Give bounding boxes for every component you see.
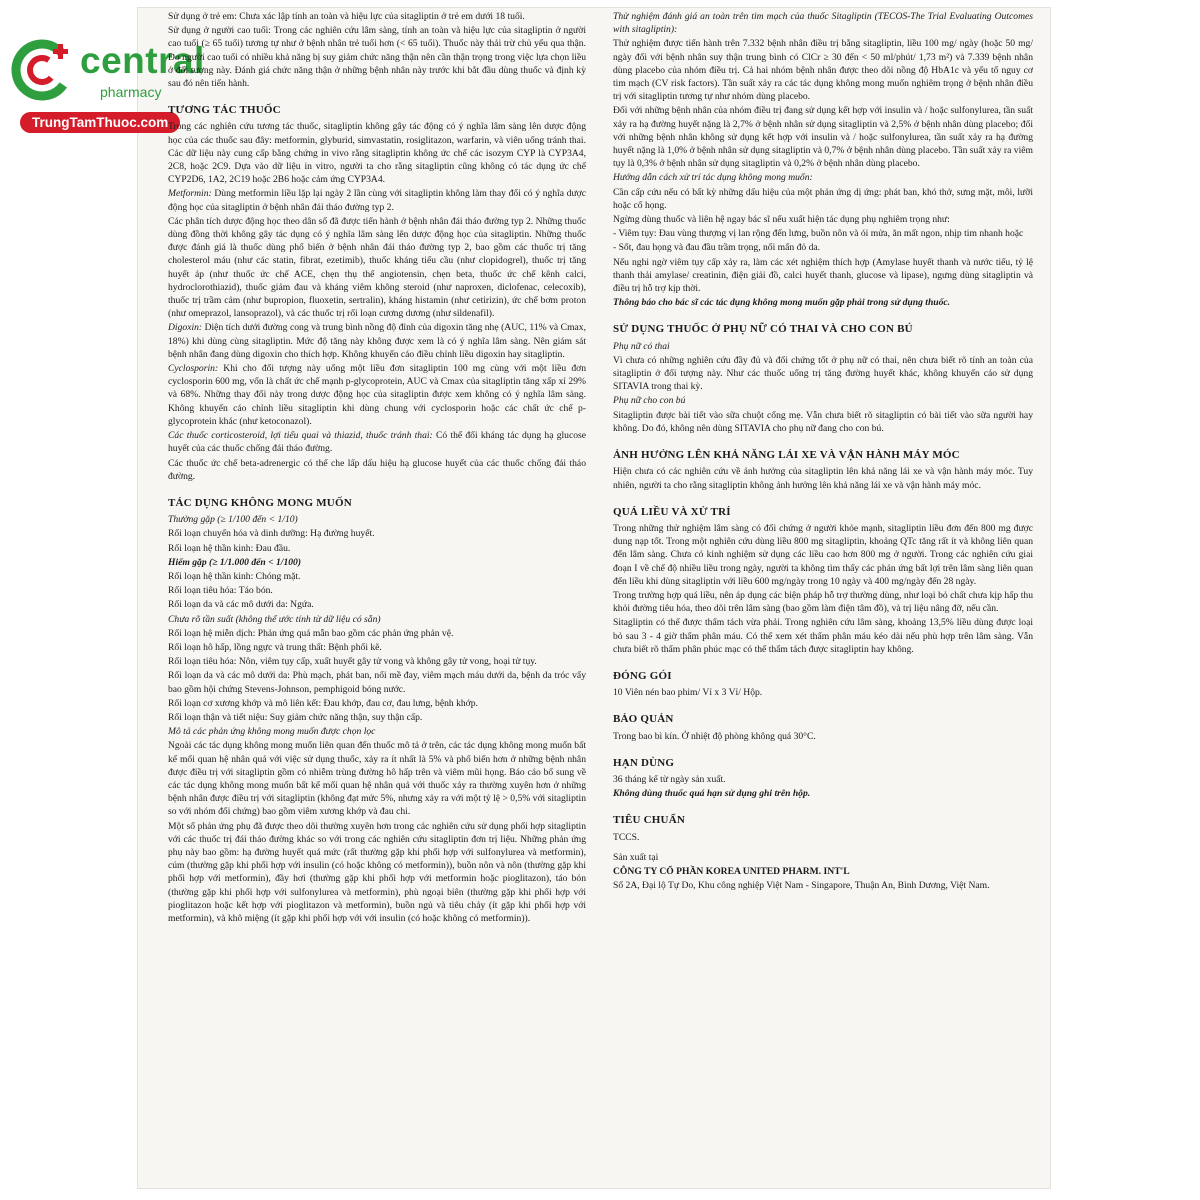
adverse-item: Rối loạn cơ xương khớp và mô liên kết: Đau khớp, đau cơ, đau lưng, bệnh khớp.: [168, 697, 478, 709]
standard-heading: TIÊU CHUẨN: [613, 814, 685, 827]
left-column: [168, 10, 586, 926]
freq-common: Thường gặp (≥ 1/100 đến < 1/10): [168, 514, 298, 526]
expiry-text: 36 tháng kể từ ngày sản xuất.: [613, 773, 726, 785]
tecos-para-1: Thử nghiệm được tiến hành trên 7.332 bệnh nhân điều trị bằng sitagliptin, liều 100 mg/ ngày (hoặc 50 mg/ ngày đối với bệnh nhân suy thận trung bình có ClCr ≥ 30 đến < 50 ml/phút/ 1,73 m²) và 7.339 bệnh nhân dùng placebo của nhóm điều trị. Cả hai nhóm bệnh nhân được theo dõi nồng độ HbA1c và yếu tố nguy cơ tim mạch (CV risk factors). Tần suất xảy ra các tác dụng không mong muốn nghiêm trọng ở bệnh nhân điều trị với sitagliptin tương tự như nhóm dùng placebo.: [613, 38, 1033, 103]
handling-para-2: Ngừng dùng thuốc và liên hệ ngay bác sĩ nếu xuất hiện tác dụng phụ nghiêm trọng như:: [613, 214, 950, 226]
driving-heading: ẢNH HƯỞNG LÊN KHẢ NĂNG LÁI XE VÀ VẬN HÀNH MÁY MÓC: [613, 449, 960, 462]
driving-para: Hiện chưa có các nghiên cứu về ảnh hưởng của sitagliptin lên khả năng lái xe và vận hành máy móc. Tuy nhiên, người ta cho rằng sitagliptin không ảnh hưởng lên khả năng lái xe và vận hành máy móc.: [613, 466, 1033, 491]
selected-ae-desc-2: Một số phản ứng phụ đã được theo dõi thường xuyên hơn trong các nghiên cứu sử dụng phối hợp sitagliptin với các thuốc trị đái tháo đường khác so với trong các nghiên cứu sitagliptin đơn trị liệu. Những phản ứng phụ này bao gồm: hạ đường huyết quá mức (rất thường gặp khi phối hợp với sulfonylurea và metformin), cúm (thường gặp khi phối hợp với insulin (có hoặc không có metformin)), buồn nôn và nôn (thường gặp khi phối hợp với metformin), đầy hơi (thường gặp khi phối hợp với metformin hoặc pioglitazon), táo bón (thường gặp khi phối hợp với sulfonylurea và metformin), phù ngoại biên (thường gặp khi phối hợp với pioglitazon hoặc kết hợp với pioglitazon và metformin), buồn ngủ và tiêu chảy (ít gặp khi phối hợp với metformin), và khô miệng (ít gặp khi phối hợp với với insulin (có hoặc không có metformin)).: [168, 820, 586, 924]
children-use: Sử dụng ở trẻ em: Chưa xác lập tính an toàn và hiệu lực của sitagliptin ở trẻ em dưới 18 tuổi.: [168, 11, 525, 22]
lactation-para: Sitagliptin được bài tiết vào sữa chuột cống mẹ. Vẫn chưa biết rõ sitagliptin có bài tiết vào sữa người hay không. Do đó, không nên dùng SITAVIA cho phụ nữ đang cho con bú.: [613, 409, 1033, 434]
lactation-label: Phụ nữ cho con bú: [613, 395, 686, 407]
adverse-item: Rối loạn chuyển hóa và dinh dưỡng: Hạ đường huyết.: [168, 528, 375, 540]
adverse-item: Rối loạn tiêu hóa: Táo bón.: [168, 585, 273, 597]
overdose-para-3: Sitagliptin có thể được thẩm tách vừa phải. Trong nghiên cứu lâm sàng, khoảng 13,5% liều dùng được loại bỏ sau 3 - 4 giờ thẩm phân máu. Có thể xem xét thẩm phân máu kéo dài nếu phù hợp trên lâm sàng. Vẫn chưa biết rõ thẩm phân phúc mạc có thể thẩm tách được sitagliptin hay không.: [613, 617, 1033, 655]
adverse-item: Rối loạn tiêu hóa: Nôn, viêm tụy cấp, xuất huyết gây tử vong và không gây tử vong, hoại tử tụy.: [168, 656, 537, 668]
packaging-text: 10 Viên nén bao phim/ Vỉ x 3 Vỉ/ Hộp.: [613, 687, 763, 699]
metformin-para: Metformin: Dùng metformin liều lặp lại ngày 2 lần cùng với sitagliptin không làm thay đổi có ý nghĩa dược động học của sitagliptin ở bệnh nhân đái tháo đường typ 2.: [168, 188, 586, 213]
site-badge[interactable]: TrungTamThuoc.com: [20, 112, 180, 133]
freq-unknown: Chưa rõ tần suất (không thể ước tính từ dữ liệu có sẵn): [168, 613, 381, 625]
adverse-item: Rối loạn da và các mô dưới da: Phù mạch, phát ban, nổi mề đay, viêm mạch máu dưới da, bệnh da tróc vẩy bao gồm hội chứng Stevens-Johnson, pemphigoid bóng nước.: [168, 670, 586, 695]
adverse-item: Rối loạn hệ thần kinh: Chóng mặt.: [168, 570, 301, 582]
adverse-item: Rối loạn hô hấp, lồng ngực và trung thất: Bệnh phổi kẽ.: [168, 641, 382, 653]
brand-subtitle: pharmacy: [100, 84, 162, 100]
adverse-item: Rối loạn da và các mô dưới da: Ngứa.: [168, 599, 314, 611]
overdose-para-2: Trong trường hợp quá liều, nên áp dụng các biện pháp hỗ trợ thường dùng, như loại bỏ chất chưa kịp hấp thu khỏi đường tiêu hóa, theo dõi trên lâm sàng (bao gồm làm điện tâm đồ), và trị liệu nâng đỡ, nếu cần.: [613, 589, 1033, 615]
packaging-heading: ĐÓNG GÓI: [613, 669, 672, 682]
made-at-label: Sản xuất tại: [613, 851, 659, 863]
overdose-heading: QUÁ LIỀU VÀ XỬ TRÍ: [613, 505, 731, 518]
bullet-item: - Sốt, đau họng và đau đầu trầm trọng, nổi mẩn đỏ da.: [613, 242, 821, 254]
digoxin-para: Digoxin: Diện tích dưới đường cong và trung bình nồng độ đỉnh của digoxin tăng nhẹ (AUC, 11% và Cmax, 18%) khi dùng cùng sitagliptin. Mức độ tăng này không được xem là có ý nghĩa lâm sàng. Nên giám sát bệnh nhân đang dùng digoxin cho thích hợp. Không khuyến cáo điều chỉnh liều digoxin hay sitagliptin.: [168, 322, 586, 360]
standard-text: TCCS.: [613, 831, 640, 843]
adverse-item: Rối loạn hệ miễn dịch: Phản ứng quá mẫn bao gồm các phản ứng phản vệ.: [168, 627, 454, 639]
interactions-intro: Trong các nghiên cứu tương tác thuốc, sitagliptin không gây tác động có ý nghĩa lâm sàng lên dược động học của các thuốc sau đây: metformin, glyburid, simvastatin, rosiglitazon, warfarin, và viên uống tránh thai. Các dữ liệu này cung cấp bằng chứng in vivo rằng sitagliptin không ức chế các isozym CYP là CYP3A4, 2C8, hoặc 2C9. Dựa vào dữ liệu in vitro, người ta cho rằng sitagliptin cũng không có tác dụng ức chế CYP2D6, 1A2, 2C19 hoặc 2B6 hoặc cảm ứng CYP3A4.: [168, 121, 586, 186]
interactions-heading: TƯƠNG TÁC THUỐC: [168, 104, 281, 117]
overdose-para-1: Trong những thử nghiệm lâm sàng có đối chứng ở người khỏe mạnh, sitagliptin liều đơn đến 800 mg được dung nạp tốt. Trong một nghiên cứu dùng liều 800 mg sitagliptin, khoảng QTc tăng rất ít và không liên quan đến lâm sàng. Chưa có kinh nghiệm sử dụng các liều cao hơn 800 mg ở người. Trong các nghiên cứu giai đoạn I về chế độ nhiều liều trong ngày, người ta không tìm thấy các phản ứng bất lợi trên lâm sàng liên quan đến liều khi dùng sitagliptin với liều 600 mg/ngày trong 10 ngày và 400 mg/ngày đến 28 ngày.: [613, 522, 1033, 587]
pharmacy-cross-icon: [8, 36, 76, 104]
pregnant-para: Vì chưa có những nghiên cứu đầy đủ và đối chứng tốt ở phụ nữ có thai, nên chưa biết rõ tính an toàn của sitagliptin ở đối tượng này. Như các thuốc uống trị tăng đường huyết khác, không khuyến cáo sử dụng SITAVIA trong thai kỳ.: [613, 354, 1033, 393]
manufacturer-name: CÔNG TY CỔ PHẦN KOREA UNITED PHARM. INT'L: [613, 865, 850, 877]
corticosteroid-para: Các thuốc corticosteroid, lợi tiểu quai và thiazid, thuốc tránh thai: Có thể đối kháng tác dụng hạ glucose huyết của các thuốc chống đái tháo đường.: [168, 430, 587, 455]
tecos-para-2: Đối với những bệnh nhân của nhóm điều trị đang sử dụng kết hợp với insulin và / hoặc sulfonylurea, tần suất xảy ra hạ đường huyết nặng là 2,7% ở bệnh nhân sử dụng sitagliptin và 2,5% ở bệnh nhân dùng placebo; đối với những bệnh nhân không sử dụng kết hợp với insulin và / hoặc sulfonylurea, tần suất xảy ra hạ đường huyết nặng là 1,0% ở bệnh nhân sử dụng sitagliptin và 0,7% ở bệnh nhân dùng placebo. Tần suất xảy ra viêm tụy là 0,3% ở bệnh nhân sử dụng sitagliptin và 0,2% ở bệnh nhân dùng placebo.: [613, 105, 1033, 170]
pregnant-label: Phụ nữ có thai: [613, 340, 670, 352]
adverse-item: Rối loạn hệ thần kinh: Đau đầu.: [168, 542, 291, 554]
pk-para: Các phân tích dược động học theo dân số đã được tiến hành ở bệnh nhân đái tháo đường typ 2. Những thuốc dùng đồng thời không gây tác dụng có ý nghĩa lâm sàng lên dược động học của sitagliptin. Những thuốc được đánh giá là thuốc dùng phổ biến ở bệnh nhân đái tháo đường typ 2, bao gồm các thuốc trị tăng cholesterol máu (như các statin, fibrat, ezetimib), thuốc kháng tiểu cầu (như clopidogrel), thuốc trị tăng huyết áp (như thuốc ức chế ACE, chẹn thụ thể angiotensin, chẹn beta, thuốc ức chế kênh calci, hydroclorothiazid), thuốc giảm đau và kháng viêm không steroid (như naproxen, diclofenac, celecoxib), thuốc trị trầm cảm (như bupropion, fluoxetin, sertralin), kháng histamin (như cetirizin), ức chế bơm proton (như omeprazol, lansoprazol), và các thuốc trị rối loạn cương dương (như sildenafil).: [168, 215, 586, 320]
cyclosporin-para: Cyclosporin: Khi cho đối tượng này uống một liều đơn sitagliptin 100 mg cùng với một liều đơn cyclosporin 600 mg, vốn là chất ức chế mạnh p-glycoprotein, AUC và Cmax của sitagliptin tăng xấp xỉ 29% và 68%. Những thay đổi này trong dược động học của sitagliptin được xem không có ý nghĩa lâm sàng. Không khuyến cáo chỉnh liều sitagliptin khi dùng chung với cyclosporin hoặc các chất ức chế p-glycoprotein khác (như ketoconazol).: [168, 363, 586, 427]
tecos-title: Thử nghiệm đánh giá an toàn trên tim mạch của thuốc Sitagliptin (TECOS-The Trial Evaluating Outcomes with sitagliptin):: [613, 11, 1033, 36]
adverse-item: Rối loạn thận và tiết niệu: Suy giảm chức năng thận, suy thận cấp.: [168, 711, 423, 723]
manufacturer-address: Số 2A, Đại lộ Tự Do, Khu công nghiệp Việt Nam - Singapore, Thuận An, Bình Dương, Việt Nam.: [613, 880, 990, 892]
expiry-note: Không dùng thuốc quá hạn sử dụng ghi trên hộp.: [613, 788, 811, 800]
handling-title: Hướng dẫn cách xử trí tác dụng không mong muốn:: [613, 172, 813, 184]
expiry-heading: HẠN DÙNG: [613, 756, 675, 769]
selected-ae-desc: Ngoài các tác dụng không mong muốn liên quan đến thuốc mô tả ở trên, các tác dụng không mong muốn bất kể mối quan hệ nhân quả với việc sử dụng thuốc, xảy ra ít nhất là 5% và phổ biến hơn ở những bệnh nhân được điều trị với sitagliptin gồm có nhiễm trùng đường hô hấp trên và viêm mũi họng. Báo cáo bổ sung về các tác dụng không mong muốn bất kể mối quan hệ nhân quả với thuốc xảy ra thường xuyên hơn ở những bệnh nhân được điều trị với sitagliptin (không đạt mức 5%, nhưng xảy ra với một tỷ lệ > 0,5% với sitagliptin so với nhóm đối chứng) bao gồm viêm xương khớp và đau chi.: [168, 740, 586, 818]
storage-heading: BẢO QUẢN: [613, 713, 674, 726]
handling-para-3: Nếu nghi ngờ viêm tụy cấp xảy ra, làm các xét nghiệm thích hợp (Amylase huyết thanh và nước tiểu, tỷ lệ thanh thải amylase/ creatinin, điện giải đồ, calci huyết thanh, glucose và lipase), ngưng dùng sitagliptin và điều trị hỗ trợ kịp thời.: [613, 256, 1033, 295]
adverse-heading: TÁC DỤNG KHÔNG MONG MUỐN: [168, 496, 352, 509]
storage-text: Trong bao bì kín. Ở nhiệt độ phòng không quá 30°C.: [613, 730, 816, 742]
freq-rare: Hiếm gặp (≥ 1/1.000 đến < 1/100): [168, 556, 302, 568]
elderly-use: Sử dụng ở người cao tuổi: Trong các nghiên cứu lâm sàng, tính an toàn và hiệu lực của sitagliptin ở người cao tuổi (≥ 65 tuổi) tương tự như ở bệnh nhân trẻ tuổi hơn (< 65 tuổi). Thuốc này thải trừ chủ yếu qua thận. Do người cao tuổi có nhiều khả năng bị suy giảm chức năng thận nên cần thận trọng trong việc lựa chọn liều ở đối tượng này. Đánh giá chức năng thận ở những bệnh nhân này trước khi bắt đầu dùng thuốc và định kỳ sau đó nên tiến hành.: [168, 25, 586, 90]
right-column: [613, 10, 1033, 893]
beta-blocker-para: Các thuốc ức chế beta-adrenergic có thể che lấp dấu hiệu hạ glucose huyết của các thuốc chống đái tháo đường.: [168, 457, 586, 482]
bullet-item: - Viêm tụy: Đau vùng thượng vị lan rộng đến lưng, buồn nôn và ói mửa, ăn mất ngon, nhịp tim nhanh hoặc: [613, 228, 1024, 240]
notify-doctor: Thông báo cho bác sĩ các tác dụng không mong muốn gặp phải trong sử dụng thuốc.: [613, 297, 951, 309]
selected-ae-title: Mô tả các phản ứng không mong muốn được chọn lọc: [168, 726, 376, 738]
handling-para-1: Cần cấp cứu nếu có bất kỳ những dấu hiệu của một phản ứng dị ứng: phát ban, khó thở, sưng mặt, môi, lưỡi hoặc cổ họng.: [613, 186, 1033, 211]
brand-name: central: [80, 40, 205, 81]
pregnancy-heading: SỬ DỤNG THUỐC Ở PHỤ NỮ CÓ THAI VÀ CHO CON BÚ: [613, 323, 913, 336]
